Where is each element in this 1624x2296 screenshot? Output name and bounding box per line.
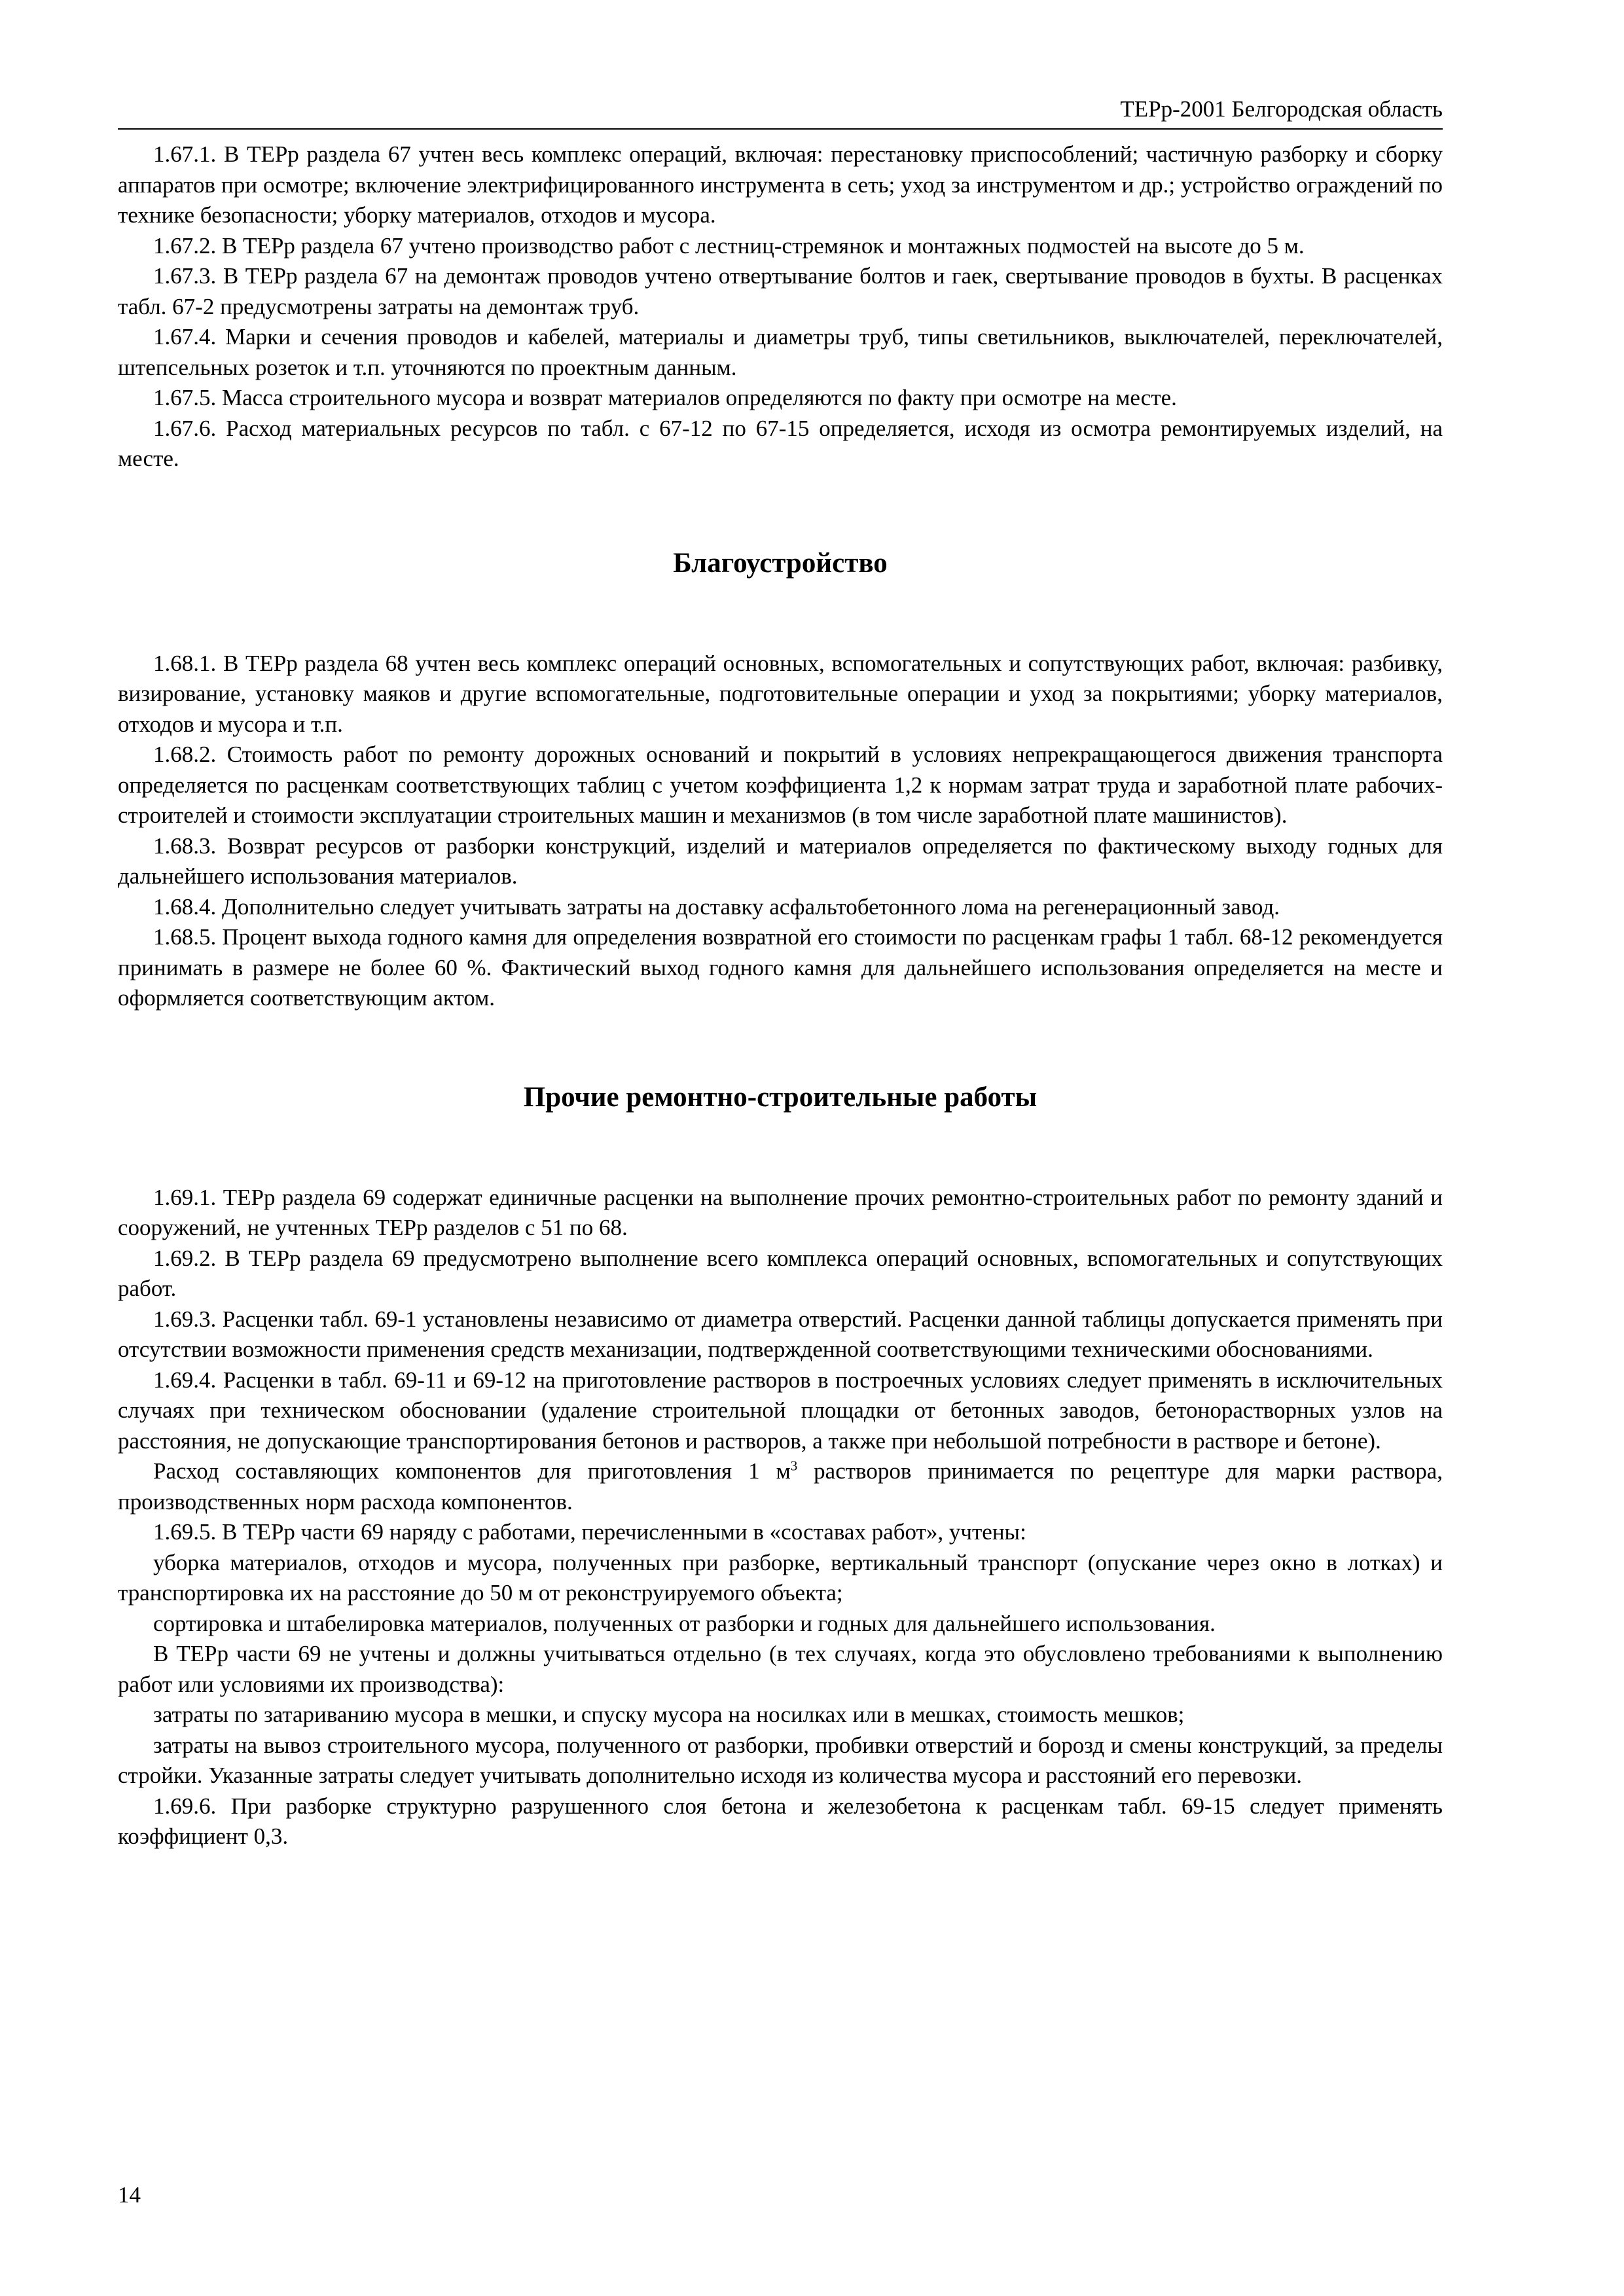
paragraph-1-68-4: 1.68.4. Дополнительно следует учитывать затраты на доставку асфальтобетонного лома на регенерационный завод. — [153, 893, 1280, 920]
paragraph-1-69-6: 1.69.6. При разборке структурно разрушенного слоя бетона и железобетона к расценкам табл. 69-15 следует применять коэффициент 0,3. — [118, 1793, 1443, 1849]
paragraph-bagging-costs: затраты по затариванию мусора в мешки, и спуску мусора на носилках или в мешках, стоимость мешков; — [153, 1702, 1185, 1727]
paragraph-1-69-1: 1.69.1. ТЕРр раздела 69 содержат единичные расценки на выполнение прочих ремонтно-строительных работ по ремонту зданий и сооружений, не учтенных ТЕРр разделов с 51 по 68. — [118, 1184, 1443, 1240]
paragraph-1-68-5: 1.68.5. Процент выхода годного камня для определения возвратной его стоимости по расценкам графы 1 табл. 68-12 рекомендуется принимать в размере не более 60 %. Фактический выход годного камня для дальнейшего использования определяется на месте и оформляется соответствующим актом. — [118, 924, 1443, 1011]
paragraph-mortar-components — [118, 1456, 1443, 1517]
paragraph-1-67-3: 1.67.3. В ТЕРр раздела 67 на демонтаж проводов учтено отвертывание болтов и гаек, свертывание проводов в бухты. В расценках табл. 67-2 предусмотрены затраты на демонтаж труб. — [118, 263, 1443, 319]
mortar-text-start: Расход составляющих компонентов для приготовления 1 м — [153, 1458, 791, 1484]
paragraph-1-67-1: 1.67.1. В ТЕРр раздела 67 учтен весь комплекс операций, включая: перестановку приспособлений; частичную разборку и сборку аппаратов при осмотре; включение электрифицированного инструмента в сеть; уход за инструментом и др.; устройство ограждений по технике безопасности; уборку материалов, отходов и мусора. — [118, 141, 1443, 228]
paragraph-not-included: В ТЕРр части 69 не учтены и должны учитываться отдельно (в тех случаях, когда это обусловлено требованиями к выполнению работ или условиями их производства): — [118, 1641, 1443, 1697]
paragraph-1-68-3: 1.68.3. Возврат ресурсов от разборки конструкций, изделий и материалов определяется по фактическому выходу годных для дальнейшего использования материалов. — [118, 833, 1443, 889]
paragraph-sorting-stacking: сортировка и штабелировка материалов, полученных от разборки и годных для дальнейшего использования. — [153, 1610, 1216, 1636]
section-title-other-repair-works: Прочие ремонтно-строительные работы — [523, 1081, 1038, 1113]
paragraph-debris-removal: затраты на вывоз строительного мусора, полученного от разборки, пробивки отверстий и борозд и смены конструкций, за пределы стройки. Указанные затраты следует учитывать дополнительно исходя из количества мусора и расстояний его перевозки. — [118, 1732, 1443, 1788]
header-divider — [118, 128, 1443, 130]
paragraph-1-69-2: 1.69.2. В ТЕРр раздела 69 предусмотрено выполнение всего комплекса операций основных, вспомогательных и сопутствующих работ. — [118, 1245, 1443, 1301]
paragraph-1-67-4: 1.67.4. Марки и сечения проводов и кабелей, материалы и диаметры труб, типы светильников, выключателей, переключателей, штепсельных розеток и т.п. уточняются по проектным данным. — [118, 324, 1443, 380]
paragraph-1-67-5: 1.67.5. Масса строительного мусора и возврат материалов определяются по факту при осмотре на месте. — [153, 385, 1177, 410]
page-number: 14 — [118, 2182, 141, 2208]
paragraph-1-67-6: 1.67.6. Расход материальных ресурсов по табл. с 67-12 по 67-15 определяется, исходя из осмотра ремонтируемых изделий, на месте. — [118, 415, 1443, 471]
paragraph-1-68-1: 1.68.1. В ТЕРр раздела 68 учтен весь комплекс операций основных, вспомогательных и сопутствующих работ, включая: разбивку, визирование, установку маяков и другие вспомогательные, подготовительные операции и уход за покрытиями; уборку материалов, отходов и мусора и т.п. — [118, 650, 1443, 737]
paragraph-1-67-2: 1.67.2. В ТЕРр раздела 67 учтено производство работ с лестниц-стремянок и монтажных подмостей на высоте до 5 м. — [153, 232, 1305, 259]
paragraph-cleanup-transport: уборка материалов, отходов и мусора, полученных при разборке, вертикальный транспорт (опускание через окно в лотках) и транспортировка их на расстояние до 50 м от реконструируемого объекта; — [118, 1549, 1443, 1605]
page-body — [118, 139, 1443, 1852]
cubic-superscript: 3 — [790, 1458, 798, 1474]
paragraph-1-68-2: 1.68.2. Стоимость работ по ремонту дорожных оснований и покрытий в условиях непрекращающегося движения транспорта определяется по расценкам соответствующих таблиц с учетом коэффициента 1,2 к нормам затрат труда и заработной плате рабочих-строителей и стоимости эксплуатации строительных машин и механизмов (в том числе заработной плате машинистов). — [118, 742, 1443, 828]
mortar-text-end: растворов принимается по рецептуре для марки раствора, производственных норм расхода компонентов. — [118, 1458, 1443, 1515]
paragraph-1-69-4: 1.69.4. Расценки в табл. 69-11 и 69-12 на приготовление растворов в построечных условиях следует применять в исключительных случаях при техническом обосновании (удаление строительной площадки от бетонных заводов, бетонорастворных узлов на расстояния, не допускающие транспортирования бетонов и растворов, а также при небольшой потребности в растворе и бетоне). — [118, 1367, 1443, 1454]
section-title-landscaping: Благоустройство — [673, 547, 888, 579]
paragraph-1-69-5: 1.69.5. В ТЕРр части 69 наряду с работами, перечисленными в «составах работ», учтены: — [153, 1519, 1026, 1545]
running-header: ТЕРр-2001 Белгородская область — [1120, 96, 1443, 122]
paragraph-1-69-3: 1.69.3. Расценки табл. 69-1 установлены независимо от диаметра отверстий. Расценки данной таблицы допускается применять при отсутствии возможности применения средств механизации, подтвержденной соответствующими техническими обоснованиями. — [118, 1306, 1443, 1362]
